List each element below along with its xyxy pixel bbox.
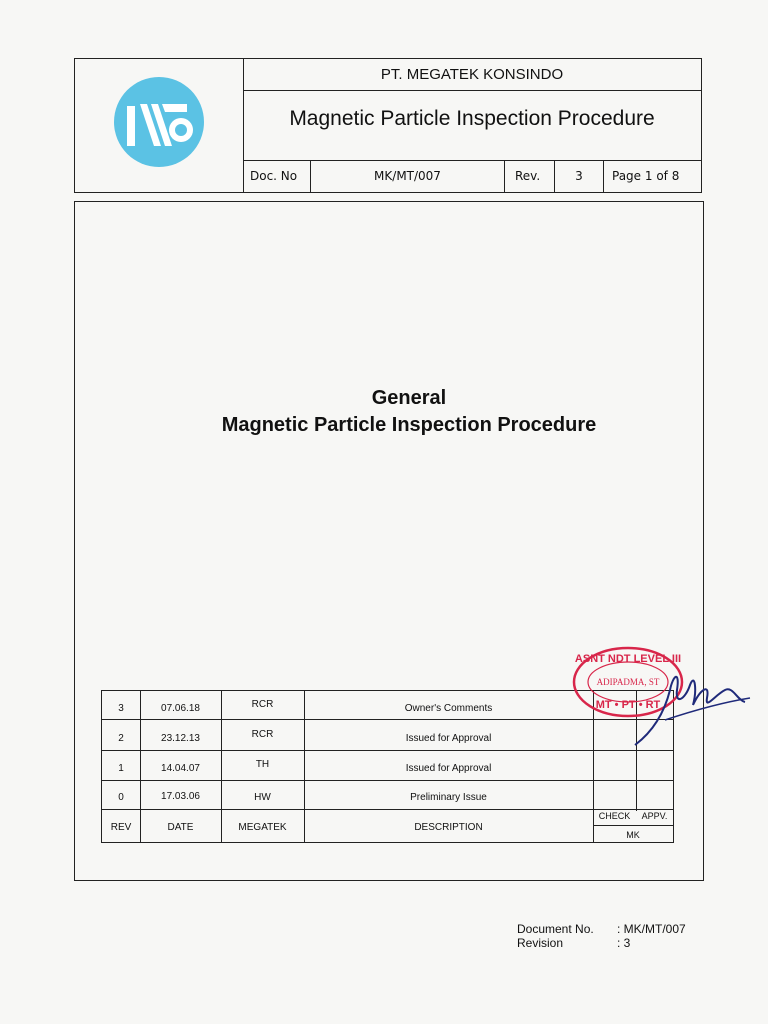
rev-cell: 1 <box>118 763 124 774</box>
document-header <box>74 58 702 193</box>
rev-cell: 3 <box>118 703 124 714</box>
date-cell: 23.12.13 <box>161 733 200 744</box>
main-title-line2: Magnetic Particle Inspection Procedure <box>221 414 597 436</box>
date-cell: 14.04.07 <box>161 763 200 774</box>
page-number: Page 1 of 8 <box>612 169 680 183</box>
document-meta-row <box>243 161 701 192</box>
company-name: PT. MEGATEK KONSINDO <box>243 59 701 91</box>
by-cell: TH <box>255 759 270 770</box>
main-title <box>74 385 744 439</box>
check-header: CHECK <box>598 811 631 821</box>
by-cell: HW <box>254 792 271 803</box>
doc-no-value: MK/MT/007 <box>311 161 505 192</box>
by-cell: RCR <box>251 699 274 710</box>
description-cell: Preliminary Issue <box>410 792 487 803</box>
rev-label: Rev. <box>505 161 555 192</box>
date-cell: 07.06.18 <box>161 703 200 714</box>
rev-cell: 2 <box>118 733 124 744</box>
footer-revision-value: : 3 <box>617 936 631 950</box>
mk-header: MK <box>626 830 640 840</box>
description-cell: Issued for Approval <box>405 733 492 744</box>
rev-value: 3 <box>555 161 604 192</box>
footer-revision-label: Revision <box>517 936 564 950</box>
description-cell: Issued for Approval <box>405 763 492 774</box>
date-cell: 17.03.06 <box>161 791 200 802</box>
by-cell: RCR <box>251 729 274 740</box>
stamp-top-text: ASNT NDT LEVEL III <box>574 653 682 665</box>
megatek-header: MEGATEK <box>238 822 287 833</box>
doc-no-label: Doc. No <box>243 161 311 192</box>
footer-doc-no-label: Document No. <box>517 922 594 936</box>
description-header: DESCRIPTION <box>414 822 483 833</box>
document-title: Magnetic Particle Inspection Procedure <box>243 91 701 161</box>
description-cell: Owner's Comments <box>404 703 493 714</box>
signature-icon <box>625 660 755 750</box>
footer <box>517 922 686 950</box>
company-logo-icon <box>113 76 205 168</box>
rev-cell: 0 <box>118 792 124 803</box>
date-header: DATE <box>167 822 194 833</box>
rev-header: REV <box>110 822 132 833</box>
main-title-line1: General <box>371 387 447 409</box>
appv-header: APPV. <box>641 811 668 821</box>
stamp-mid-text: ADIPADMA, ST <box>596 677 660 687</box>
logo-cell <box>75 59 244 192</box>
stamp-bottom-text: MT • PT • RT <box>595 699 661 711</box>
footer-doc-no-value: : MK/MT/007 <box>617 922 686 936</box>
